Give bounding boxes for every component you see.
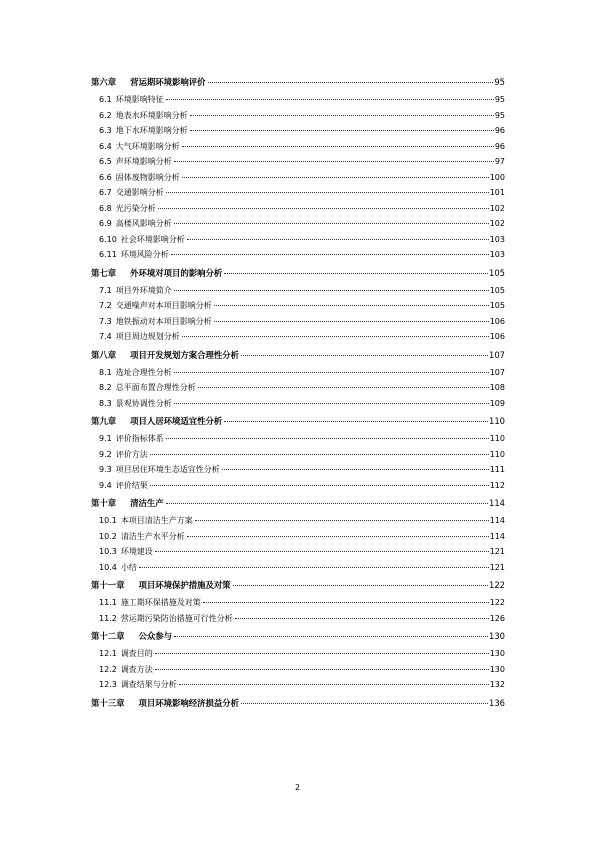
toc-entry-page: 114 [489, 531, 505, 541]
toc-section-entry[interactable] [91, 595, 505, 611]
toc-dot-leader [174, 403, 489, 404]
toc-section-entry[interactable] [91, 185, 505, 201]
toc-chapter-entry[interactable] [91, 348, 505, 363]
toc-entry-number: 6.6 [99, 172, 112, 182]
toc-entry-number: 10.2 [99, 531, 117, 541]
toc-entry-title: 大气环境影响分析 [115, 141, 180, 151]
toc-entry-title: 景观协调性分析 [115, 398, 172, 408]
toc-dot-leader [182, 336, 489, 337]
toc-entry-number: 11.1 [99, 598, 117, 607]
toc-dot-leader [155, 551, 489, 552]
toc-dot-leader [155, 669, 489, 670]
toc-entry-page: 100 [489, 172, 505, 182]
toc-dot-leader [139, 567, 489, 568]
toc-chapter-entry[interactable] [91, 266, 505, 281]
toc-chapter-entry[interactable] [91, 578, 505, 593]
toc-entry-title: 营运期污染防治措施可行性分析 [120, 613, 233, 623]
toc-entry-page: 107 [489, 349, 505, 360]
toc-entry-number: 7.4 [99, 332, 112, 341]
toc-dot-leader [233, 585, 488, 586]
toc-entry-number: 6.8 [99, 203, 112, 213]
toc-entry-number: 6.4 [99, 141, 112, 151]
toc-section-entry[interactable] [91, 478, 505, 494]
toc-chapter-entry[interactable] [91, 696, 505, 711]
toc-section-entry[interactable] [91, 108, 505, 124]
toc-dot-leader [214, 321, 489, 322]
toc-entry-title: 清洁生产 [130, 498, 164, 508]
toc-dot-leader [208, 82, 494, 83]
toc-dot-leader [150, 485, 489, 486]
toc-entry-page: 103 [489, 250, 505, 259]
toc-section-entry[interactable] [91, 247, 505, 263]
toc-entry-number: 10.4 [99, 562, 117, 572]
toc-entry-title: 清洁生产水平分析 [120, 531, 185, 541]
toc-entry-page: 105 [489, 267, 505, 278]
toc-entry-number: 12.3 [99, 680, 117, 689]
toc-entry-number: 9.2 [99, 449, 112, 459]
toc-entry-number: 第八章 [91, 349, 117, 360]
toc-section-entry[interactable] [91, 544, 505, 560]
toc-entry-number: 6.9 [99, 219, 112, 228]
toc-dot-leader [187, 536, 489, 537]
toc-entry-page: 110 [489, 434, 505, 443]
toc-section-entry[interactable] [91, 396, 505, 412]
toc-entry-page: 102 [489, 203, 505, 213]
toc-entry-number: 第十二章 [91, 631, 125, 641]
toc-section-entry[interactable] [91, 447, 505, 463]
toc-entry-number: 8.1 [99, 367, 112, 377]
toc-entry-title: 光污染分析 [115, 203, 156, 213]
toc-dot-leader [166, 503, 488, 504]
toc-entry-number: 11.2 [99, 613, 117, 623]
toc-dot-leader [150, 454, 489, 455]
toc-entry-number: 8.3 [99, 398, 112, 408]
toc-section-entry[interactable] [91, 365, 505, 381]
toc-entry-number: 10.3 [99, 547, 117, 556]
toc-entry-title: 地下水环境影响分析 [115, 126, 188, 135]
toc-entry-page: 130 [489, 631, 505, 641]
toc-entry-page: 106 [489, 316, 505, 326]
toc-entry-title: 调查方法 [120, 664, 153, 674]
toc-entry-title: 项目外环境简介 [115, 285, 172, 295]
toc-entry-page: 95 [494, 77, 505, 87]
toc-section-entry[interactable] [91, 513, 505, 529]
toc-entry-page: 114 [489, 516, 505, 525]
toc-section-entry[interactable] [91, 170, 505, 186]
toc-dot-leader [198, 387, 489, 388]
toc-entry-title: 社会环境影响分析 [120, 234, 185, 244]
toc-dot-leader [241, 355, 488, 356]
toc-entry-page: 107 [489, 367, 505, 377]
toc-entry-number: 6.10 [99, 234, 117, 244]
toc-section-entry[interactable] [91, 123, 505, 139]
toc-entry-title: 施工期环保措施及对策 [120, 598, 201, 607]
toc-dot-leader [174, 290, 489, 291]
toc-dot-leader [195, 520, 489, 521]
toc-entry-page: 111 [489, 465, 505, 474]
toc-entry-page: 108 [489, 383, 505, 392]
toc-section-entry[interactable] [91, 462, 505, 478]
toc-dot-leader [222, 469, 489, 470]
toc-dot-leader [182, 177, 489, 178]
toc-entry-title: 公众参与 [138, 631, 172, 641]
toc-entry-page: 126 [489, 613, 505, 623]
toc-section-entry[interactable] [91, 529, 505, 545]
toc-entry-page: 130 [489, 664, 505, 674]
toc-dot-leader [224, 273, 488, 274]
toc-dot-leader [187, 239, 489, 240]
toc-entry-page: 95 [494, 110, 505, 120]
toc-entry-title: 交通噪声对本项目影响分析 [115, 301, 212, 310]
toc-entry-page: 109 [489, 398, 505, 408]
toc-entry-number: 第七章 [91, 267, 117, 278]
toc-entry-page: 136 [489, 697, 505, 708]
toc-entry-title: 营运期环境影响评价 [130, 77, 206, 87]
toc-entry-number: 9.4 [99, 480, 112, 490]
toc-dot-leader [171, 254, 489, 255]
toc-chapter-entry[interactable] [91, 414, 505, 429]
toc-entry-page: 96 [494, 126, 505, 135]
toc-entry-number: 9.3 [99, 465, 112, 474]
toc-entry-page: 130 [489, 649, 505, 658]
toc-entry-title: 总平面布置合理性分析 [115, 383, 196, 392]
toc-entry-page: 114 [489, 498, 505, 508]
toc-entry-page: 95 [494, 95, 505, 104]
toc-entry-title: 声环境影响分析 [115, 157, 172, 166]
toc-entry-title: 项目人居环境适宜性分析 [130, 416, 223, 426]
toc-entry-page: 112 [489, 480, 505, 490]
toc-entry-title: 环境影响特征 [115, 95, 164, 104]
toc-dot-leader [174, 636, 488, 637]
toc-dot-leader [174, 223, 489, 224]
toc-entry-title: 项目环境影响经济损益分析 [138, 697, 239, 708]
toc-entry-number: 6.11 [99, 250, 117, 259]
toc-section-entry[interactable] [91, 611, 505, 627]
toc-dot-leader [166, 438, 489, 439]
toc-dot-leader [179, 684, 489, 685]
toc-section-entry[interactable] [91, 139, 505, 155]
toc-dot-leader [224, 421, 488, 422]
toc-dot-leader [155, 653, 489, 654]
toc-entry-title: 外环境对项目的影响分析 [130, 267, 223, 278]
toc-entry-title: 项目周边规划分析 [115, 332, 180, 341]
toc-entry-number: 第十三章 [91, 697, 125, 708]
toc-entry-number: 6.3 [99, 126, 112, 135]
toc-entry-number: 6.5 [99, 157, 112, 166]
toc-entry-number: 第十章 [91, 498, 117, 508]
toc-dot-leader [214, 305, 489, 306]
toc-entry-title: 调查目的 [120, 649, 153, 658]
toc-entry-number: 第十一章 [91, 580, 125, 590]
toc-section-entry[interactable] [91, 677, 505, 693]
toc-entry-page: 105 [489, 301, 505, 310]
toc-entry-page: 105 [489, 285, 505, 295]
toc-entry-number: 6.1 [99, 95, 112, 104]
toc-entry-number: 10.1 [99, 516, 117, 525]
toc-chapter-entry[interactable] [91, 496, 505, 511]
toc-entry-title: 地表水环境影响分析 [115, 110, 188, 120]
toc-chapter-entry[interactable] [91, 75, 505, 90]
toc-entry-page: 110 [489, 416, 505, 426]
toc-section-entry[interactable] [91, 329, 505, 345]
toc-section-entry[interactable] [91, 431, 505, 447]
toc-entry-page: 106 [489, 332, 505, 341]
toc-entry-page: 110 [489, 449, 505, 459]
table-of-contents [91, 72, 505, 713]
toc-entry-number: 6.7 [99, 188, 112, 197]
toc-entry-title: 高楼风影响分析 [115, 219, 172, 228]
toc-section-entry[interactable] [91, 646, 505, 662]
toc-entry-title: 项目环境保护措施及对策 [138, 580, 231, 590]
toc-entry-title: 本项目清洁生产方案 [120, 516, 193, 525]
toc-dot-leader [203, 602, 489, 603]
toc-entry-number: 8.2 [99, 383, 112, 392]
toc-entry-page: 101 [489, 188, 505, 197]
toc-dot-leader [235, 618, 489, 619]
toc-entry-number: 7.2 [99, 301, 112, 310]
toc-entry-number: 7.3 [99, 316, 112, 326]
toc-dot-leader [174, 161, 494, 162]
toc-chapter-entry[interactable] [91, 629, 505, 644]
toc-section-entry[interactable] [91, 92, 505, 108]
toc-entry-page: 102 [489, 219, 505, 228]
toc-section-entry[interactable] [91, 314, 505, 330]
toc-dot-leader [166, 192, 489, 193]
toc-section-entry[interactable] [91, 298, 505, 314]
toc-entry-page: 132 [489, 680, 505, 689]
toc-entry-title: 小结 [120, 562, 137, 572]
toc-section-entry[interactable] [91, 283, 505, 299]
toc-section-entry[interactable] [91, 216, 505, 232]
toc-section-entry[interactable] [91, 154, 505, 170]
page-number: 2 [294, 783, 301, 792]
toc-dot-leader [158, 208, 489, 209]
toc-entry-number: 第九章 [91, 416, 117, 426]
toc-section-entry[interactable] [91, 662, 505, 678]
toc-entry-title: 评价结果 [115, 480, 148, 490]
toc-section-entry[interactable] [91, 560, 505, 576]
toc-entry-number: 9.1 [99, 434, 112, 443]
toc-entry-title: 项目居住环境生态适宜性分析 [115, 465, 220, 474]
toc-section-entry[interactable] [91, 380, 505, 396]
toc-entry-title: 交通影响分析 [115, 188, 164, 197]
toc-entry-title: 项目开发规划方案合理性分析 [130, 349, 239, 360]
toc-section-entry[interactable] [91, 232, 505, 248]
toc-dot-leader [174, 372, 489, 373]
toc-entry-title: 地铁振动对本项目影响分析 [115, 316, 212, 326]
toc-entry-page: 96 [494, 141, 505, 151]
toc-entry-number: 12.2 [99, 664, 117, 674]
toc-dot-leader [190, 115, 494, 116]
toc-entry-page: 121 [489, 562, 505, 572]
toc-dot-leader [241, 703, 488, 704]
toc-entry-page: 103 [489, 234, 505, 244]
toc-entry-title: 评价指标体系 [115, 434, 164, 443]
toc-entry-page: 122 [489, 598, 505, 607]
toc-section-entry[interactable] [91, 201, 505, 217]
toc-entry-title: 固体废物影响分析 [115, 172, 180, 182]
toc-dot-leader [190, 130, 494, 131]
toc-entry-title: 环境建设 [120, 547, 153, 556]
toc-entry-number: 6.2 [99, 110, 112, 120]
toc-entry-page: 121 [489, 547, 505, 556]
toc-dot-leader [166, 99, 494, 100]
toc-entry-number: 12.1 [99, 649, 117, 658]
toc-entry-number: 第六章 [91, 77, 117, 87]
toc-entry-title: 调查结果与分析 [120, 680, 177, 689]
toc-dot-leader [182, 146, 494, 147]
toc-entry-number: 7.1 [99, 285, 112, 295]
toc-entry-title: 评价方法 [115, 449, 148, 459]
toc-entry-title: 环境风险分析 [120, 250, 169, 259]
toc-entry-page: 122 [489, 580, 505, 590]
toc-entry-page: 97 [494, 157, 505, 166]
toc-entry-title: 选址合理性分析 [115, 367, 172, 377]
